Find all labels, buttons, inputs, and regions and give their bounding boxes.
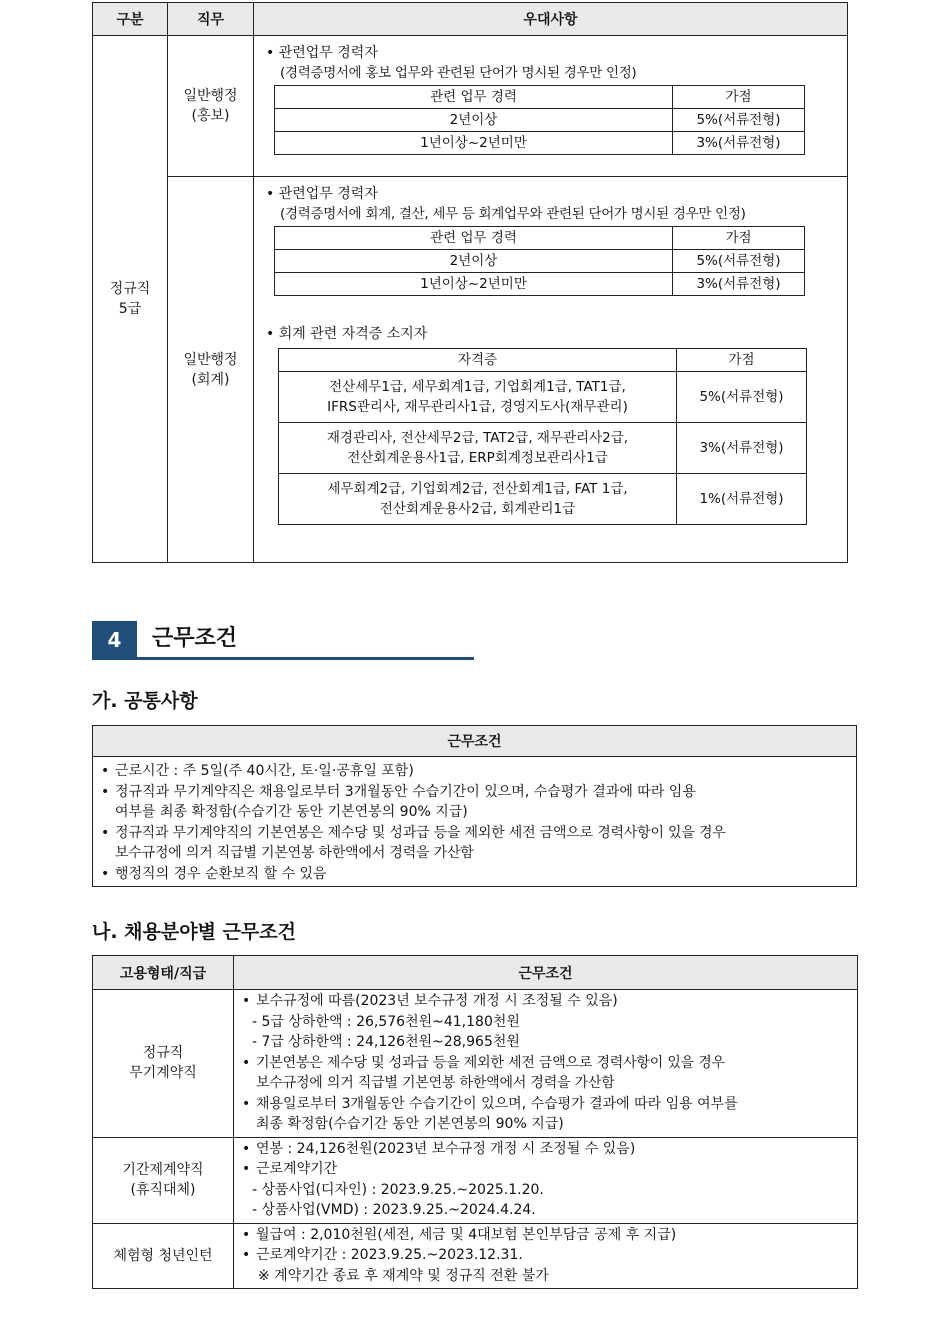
conditions-cell [234,990,858,1138]
list-item: • 근로계약기간 : 2023.9.25.~2023.12.31. [242,1245,849,1266]
table-cell: 5%(서류전형) [677,372,807,423]
table-row [93,177,848,563]
list-item: - 상품사업(VMD) : 2023.9.25.~2024.4.24. [252,1202,536,1218]
conditions-cell [234,1223,858,1289]
experience-table [274,226,805,296]
header-category: 구분 [93,3,168,36]
common-heading: 가. 공통사항 [92,690,198,712]
job-cell [168,177,254,563]
table-row [275,132,805,155]
category-line: 정규직 [109,281,151,297]
note-text: (경력증명서에 홍보 업무와 관련된 단어가 명시된 경우만 인정) [280,65,637,81]
table-row [279,423,807,474]
list-item: • 월급여 : 2,010천원(세전, 세금 및 4대보험 본인부담금 공제 후 지급) [242,1225,849,1246]
field-conditions-table [92,955,858,1289]
employment-type-cell: 체험형 청년인턴 [93,1223,234,1289]
list-item: - 7급 상하한액 : 24,126천원~28,965천원 [252,1034,520,1050]
inner-header: 가점 [673,227,805,250]
section-title: 근무조건 [152,626,238,651]
table-row [279,474,807,525]
table-row [93,990,858,1138]
list-item: • 근로시간 : 주 5일(주 40시간, 토·일·공휴일 포함) [101,761,846,782]
preference-table-header-row [93,3,848,36]
note-text: (경력증명서에 회계, 결산, 세무 등 회계업무와 관련된 단어가 명시된 경우만 인정) [280,206,746,222]
inner-header: 자격증 [279,349,677,372]
list-item: • 근로계약기간 [242,1159,849,1180]
list-item: - 5급 상하한액 : 26,576천원~41,180천원 [252,1013,520,1030]
section-underline [92,657,474,660]
employment-type-cell: 기간제계약직 (휴직대체) [93,1137,234,1223]
common-conditions-cell [93,757,857,887]
bullet-text: • 관련업무 경력자 [266,186,378,202]
table-cell: 3%(서류전형) [673,132,805,155]
table-cell: 재경관리사, 전산세무2급, TAT2급, 재무관리사2급, 전산회계운용사1급, ERP회계정보관리사1급 [279,423,677,474]
table-cell: 3%(서류전형) [677,423,807,474]
inner-header: 가점 [673,86,805,109]
preference-table [92,2,848,563]
inner-header: 가점 [677,349,807,372]
job-line: (회계) [191,371,230,388]
job-line: (홍보) [191,108,230,124]
note-text: ※ 계약기간 종료 후 재계약 및 정규직 전환 불가 [258,1267,549,1284]
common-conditions-table [92,725,857,887]
table-cell: 세무회계2급, 기업회계2급, 전산회계1급, FAT 1급, 전산회계운용사2급, 회계관리1급 [279,474,677,525]
list-item: • 보수규정에 따름(2023년 보수규정 개정 시 조정될 수 있음) [242,991,849,1012]
table-cell: 1년이상~2년미만 [275,132,673,155]
table-row [93,1223,858,1289]
table-row [93,36,848,177]
list-item: • 기본연봉은 제수당 및 성과급 등을 제외한 세전 금액으로 경력사항이 있을 경우 보수규정에 의거 직급별 기본연봉 하한액에서 경력을 가산함 [242,1053,849,1094]
header-preference: 우대사항 [254,3,848,36]
header-conditions: 근무조건 [234,956,858,990]
certificate-table [278,348,807,525]
header-employment-type: 고용형태/직급 [93,956,234,990]
job-line: 일반행정 [183,351,238,368]
preference-detail-cell [254,177,848,563]
preference-detail-cell [254,36,848,177]
common-table-header: 근무조건 [93,726,857,757]
list-item: - 상품사업(디자인) : 2023.9.25.~2025.1.20. [252,1181,544,1198]
table-row [279,372,807,423]
table-row [275,273,805,296]
list-item: • 정규직과 무기계약직의 기본연봉은 제수당 및 성과급 등을 제외한 세전 금액으로 경력사항이 있을 경우 보수규정에 의거 직급별 기본연봉 하한액에서 경력을 가산함 [101,823,846,864]
table-row [93,1137,858,1223]
job-line: 일반행정 [183,88,238,104]
inner-header: 관련 업무 경력 [275,227,673,250]
list-item: • 채용일로부터 3개월동안 수습기간이 있으며, 수습평가 결과에 따라 임용 여부를 최종 확정함(수습기간 동안 기본연봉의 90% 지급) [242,1094,849,1135]
table-cell: 1%(서류전형) [677,474,807,525]
list-item: • 연봉 : 24,126천원(2023년 보수규정 개정 시 조정될 수 있음) [242,1139,849,1160]
inner-header: 관련 업무 경력 [275,86,673,109]
category-cell [93,36,168,563]
table-cell: 전산세무1급, 세무회계1급, 기업회계1급, TAT1급, IFRS관리사, 재무관리사1급, 경영지도사(재무관리) [279,372,677,423]
experience-table [274,85,805,155]
bullet-text: • 관련업무 경력자 [266,45,378,61]
table-cell: 1년이상~2년미만 [275,273,673,296]
bullet-text: • 회계 관련 자격증 소지자 [266,326,428,342]
list-item: • 정규직과 무기계약직은 채용일로부터 3개월동안 수습기간이 있으며, 수습평가 결과에 따라 임용 여부를 최종 확정함(수습기간 동안 기본연봉의 90% 지급) [101,782,846,823]
header-job: 직무 [168,3,254,36]
by-field-heading: 나. 채용분야별 근무조건 [92,921,296,943]
category-line: 5급 [118,301,142,317]
table-cell: 5%(서류전형) [673,109,805,132]
conditions-cell [234,1137,858,1223]
table-cell: 2년이상 [275,109,673,132]
table-row [275,250,805,273]
table-cell: 2년이상 [275,250,673,273]
section-number: 4 [92,621,137,659]
employment-type-cell: 정규직 무기계약직 [93,990,234,1138]
table-cell: 3%(서류전형) [673,273,805,296]
table-cell: 5%(서류전형) [673,250,805,273]
list-item: • 행정직의 경우 순환보직 할 수 있음 [101,864,846,885]
job-cell [168,36,254,177]
table-row [275,109,805,132]
